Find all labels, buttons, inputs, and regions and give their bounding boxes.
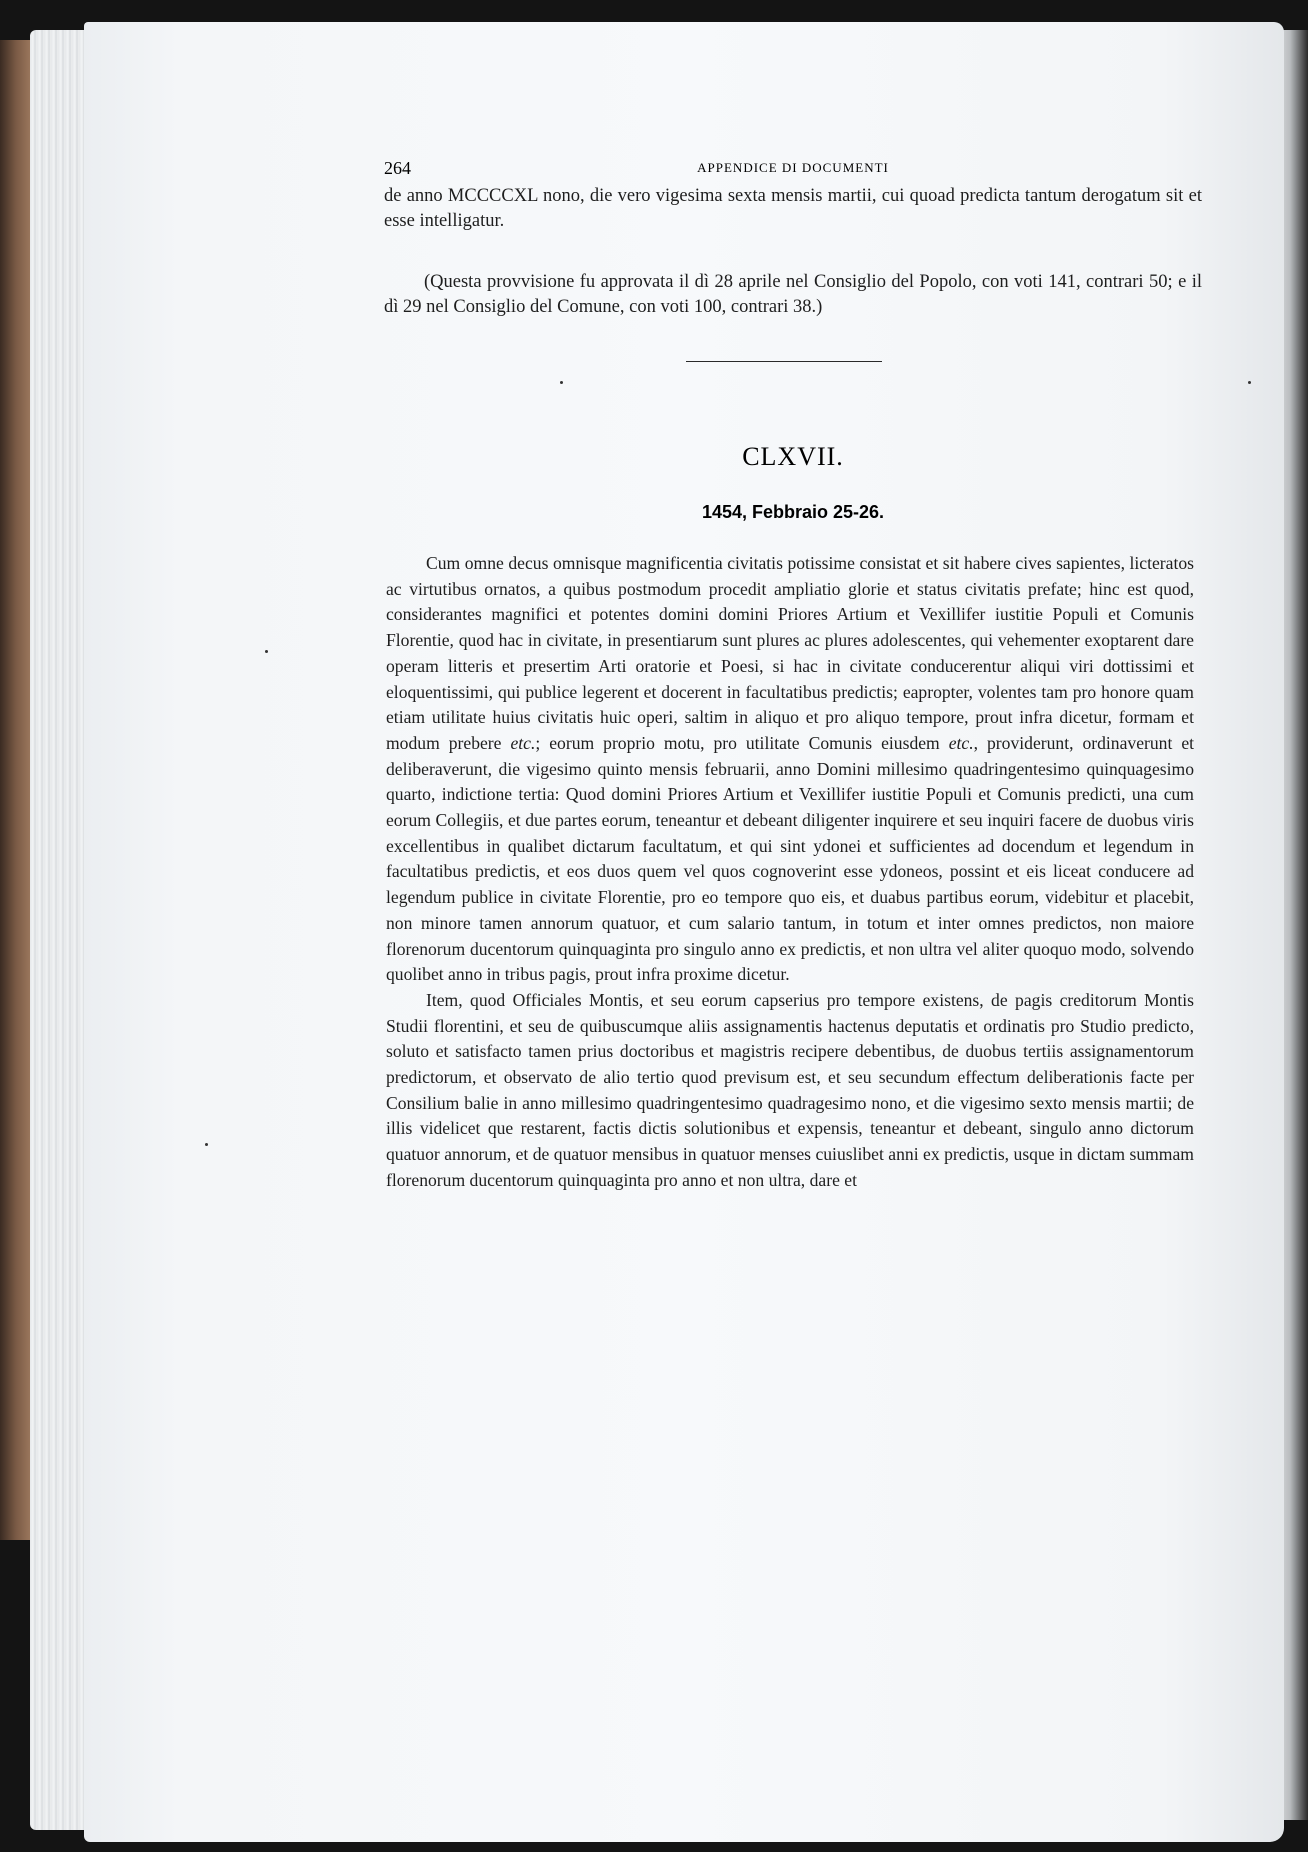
paragraph-1 — [386, 551, 1194, 988]
paragraph-1-part-c: , providerunt, ordinaverunt et deliberaverunt, die vigesimo quinto mensis februarii, anno Domini millesimo quadringentesimo quinquagesimo quarto, indictione tertia: Quod domini Priores Artium et Vexillifer iustitie Populi et Comunis predicti, una cum eorum Collegiis, et due partes eorum, teneantur et debeant diligenter inquirere et seu inquiri facere de duobus viris excellentibus in qualibet dictarum facultatum, et qui sint ydonei et sufficientes ad docendum et legendum in facultatibus predictis, et eos duos quem vel quos cognoverint esse ydoneos, possint et eis liceat conducere ad legendum publice in civitate Florentie, pro eo tempore quo eis, et duabus partibus eorum, videbitur et placebit, non minore tamen annorum quatuor, et cum salario tantum, in totum et inter omnes predictos, non maiore florenorum ducentorum quinquaginta pro singulo anno ex predictis, et non ultra vel aliter quoquo modo, solvendo quolibet anno in tribus pagis, prout infra proxime dicetur. — [386, 732, 1195, 985]
etc-abbreviation-1: etc. — [510, 732, 536, 753]
paragraph-2: Item, quod Officiales Montis, et seu eorum capserius pro tempore existens, de pagis creditorum Montis Studii florentini, et seu de quibuscumque aliis assignamentis hactenus deputatis et ordinatis pro Studio predicto, soluto et satisfacto tamen prius doctoribus et magistris recipere debentibus, de duobus tertiis assignamentorum predictorum, et observato de alio tertio quod previsum est, et seu secundum effectum deliberationis facte per Consilium balie in anno millesimo quadringentesimo quadragesimo nono, et die vigesimo sexto mensis martii; de illis videlicet que restarent, factis dictis solutionibus et expensis, teneantur et debeant, singulo anno dictorum quatuor annorum, et de quatuor mensibus in quatuor menses cuiuslibet anni ex predictis, usque in dictam summam florenorum ducentorum quinquaginta pro anno et non ultra, dare et — [386, 989, 1194, 1190]
running-head: APPENDICE DI DOCUMENTI — [697, 160, 889, 175]
speck-mark — [1248, 381, 1251, 384]
approval-note: (Questa provvisione fu approvata il dì 28 aprile nel Consiglio del Popolo, con voti 141, contrari 50; e il dì 29 nel Consiglio del Comune, con voti 100, contrari 38.) — [384, 272, 1202, 317]
speck-mark — [205, 1143, 208, 1146]
previous-document-closing: de anno MCCCCXL nono, die vero vigesima sexta mensis martii, cui quoad predicta tantum derogatum sit et esse intelligatur. — [384, 186, 1202, 231]
section-divider — [686, 361, 882, 362]
document-number: CLXVII. — [742, 442, 844, 471]
speck-mark — [265, 650, 268, 653]
page-header — [384, 158, 1202, 182]
document-body — [386, 551, 1194, 1194]
page-number: 264 — [384, 158, 411, 178]
document-date: 1454, Febbraio 25-26. — [701, 502, 885, 522]
speck-mark — [560, 381, 563, 384]
paragraph-1-part-b: ; eorum proprio motu, pro utilitate Comunis eiusdem — [535, 732, 940, 753]
etc-abbreviation-2: etc. — [948, 732, 974, 753]
paragraph-1-part-a: Cum omne decus omnisque magnificentia civitatis potissime consistat et sit habere cives sapientes, licteratos ac virtutibus ornatos, a quibus postmodum procedit ampliatio glorie et status civitatis prefate; hinc est quod, considerantes magnifici et potentes domini domini Priores Artium et Vexillifer iustitie Populi et Comunis Florentie, quod hac in civitate, in presentiarum sunt plures ac plures adolescentes, qui vehementer exoptarent dare operam litteris et presertim Arti oratorie et Poesi, si hac in civitate conducerentur aliqui viri dottissimi et eloquentissimi, qui publice legerent et docerent in facultatibus predictis; eapropter, volentes tam pro honore quam etiam utilitate huius civitatis huic operi, saltim in aliquo et pro aliquo tempore, prout infra dicetur, formam et modum prebere — [386, 553, 1194, 753]
